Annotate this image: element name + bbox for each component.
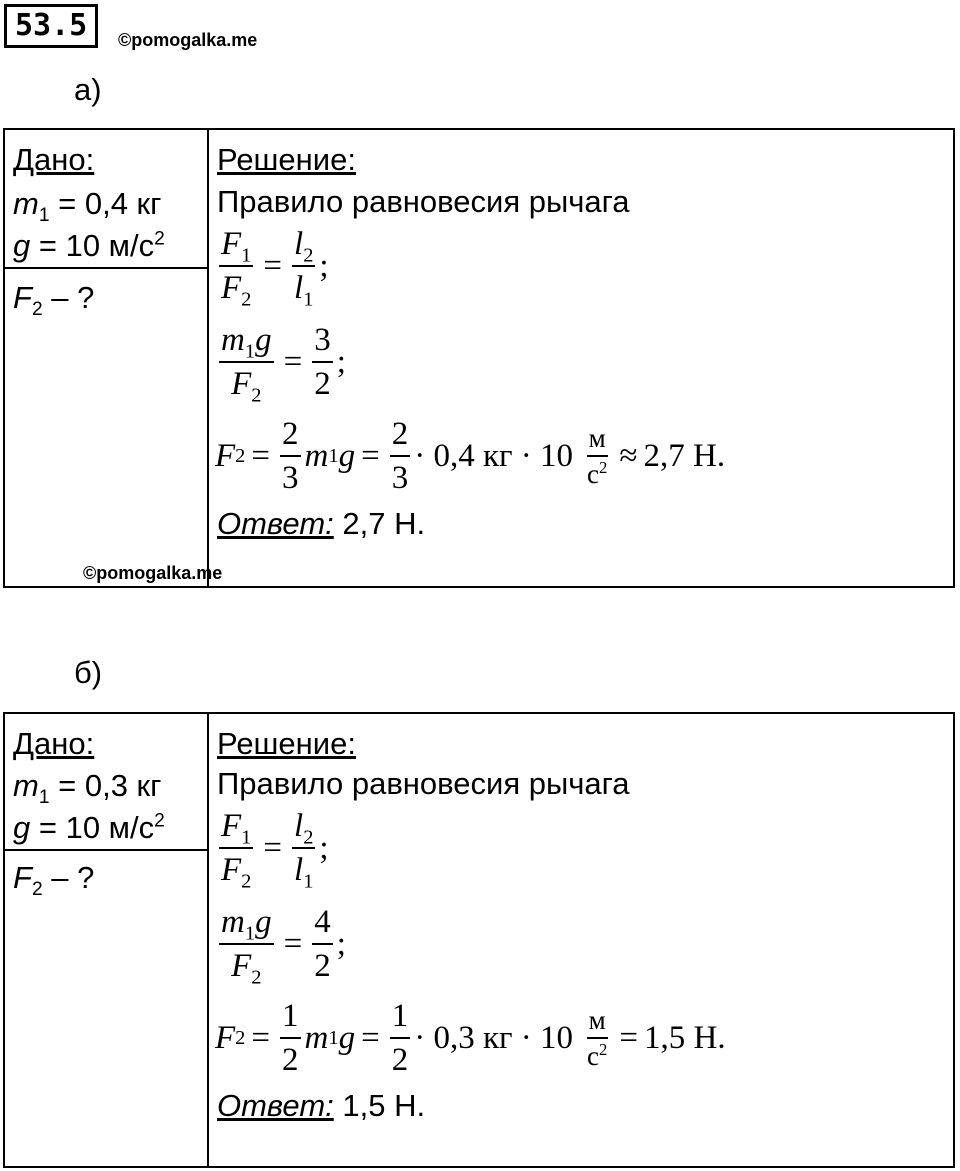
given-divider [5,849,207,851]
solution-table-b [3,712,955,1168]
answer: Ответ: 2,7 Н. [217,506,426,541]
part-label-a: а) [74,72,102,107]
given-heading: Дано: [13,142,95,177]
watermark: ©pomogalka.me [118,30,258,50]
given-column [5,714,209,1166]
equation-result: F 2 = $\frac{2}{3}$ m 1 g = $\frac{2}{3}$ · 0,4 кг · 10 $\frac{м}{с^2}$ ≈ 2,7 Н. [215,416,726,496]
answer: Ответ: 1,5 Н. [217,1088,426,1123]
equation-substituted: $\frac{m_1g}{F_2}$ = $\frac{4}{2}$ ; [221,904,346,989]
given-divider [5,267,207,269]
solution-heading: Решение: [217,142,356,177]
equation-ratio: $\frac{F_1}{F_2}$ = $\frac{l_2}{l_1}$ ; [221,808,329,893]
part-label-b: б) [74,655,103,690]
rule-text: Правило равновесия рычага [217,766,630,801]
find-unknown: $F_2$ – ? [13,860,95,901]
solution-heading: Решение: [217,726,356,761]
equation-result: F 2 = $\frac{1}{2}$ m 1 g = $\frac{1}{2}$ · 0,3 кг · 10 $\frac{м}{с^2}$ = 1,5 Н. [215,998,726,1078]
watermark: ©pomogalka.me [83,563,223,583]
equation-ratio: $\frac{F_1}{F_2}$ = $\frac{l_2}{l_1}$ ; [221,226,329,311]
given-column [5,130,223,586]
rule-text: Правило равновесия рычага [217,184,630,219]
find-unknown: $F_2$ – ? [13,280,95,321]
given-gravity: g = 10 $м/с^2$ [13,228,165,263]
given-mass: $m_1 = 0,4$ кг [13,186,162,227]
given-gravity: g = 10 $м/с^2$ [13,810,165,845]
solution-table-a [3,128,955,588]
given-heading: Дано: [13,726,95,761]
equation-substituted: $\frac{m_1g}{F_2}$ = $\frac{3}{2}$ ; [221,322,346,407]
problem-number: 53.5 [4,4,98,48]
given-mass: $m_1 = 0,3$ кг [13,768,162,809]
